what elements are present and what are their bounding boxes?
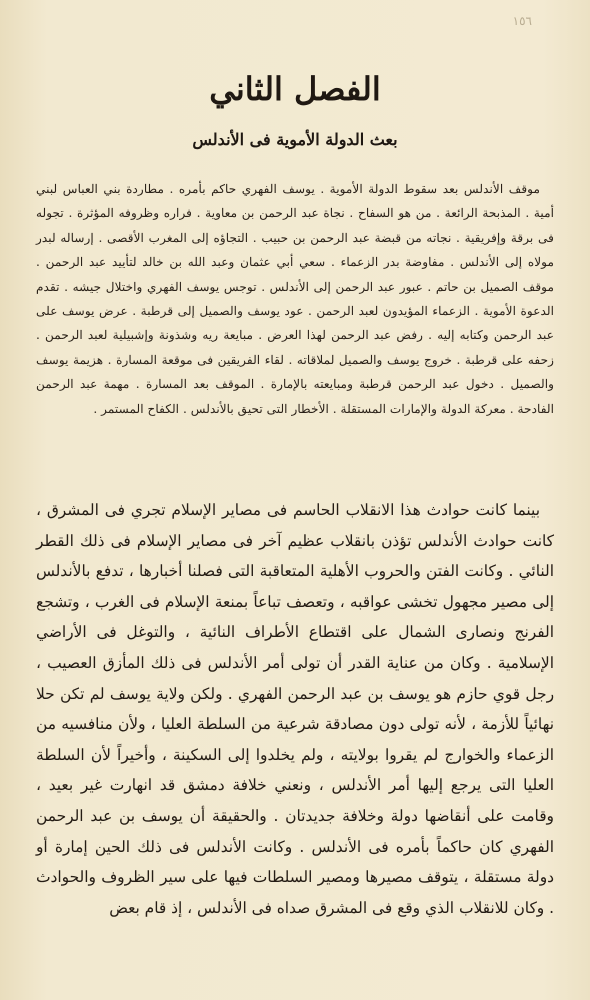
- summary-text: موقف الأندلس بعد سقوط الدولة الأموية . يوسف الفهري حاكم بأمره . مطاردة بني العباس لبني أمية . المذبحة الرائعة . من هو السفاح . نجاة عبد الرحمن بن معاوية . فراره وظروفه المؤثرة . تجوله فى برقة وإفريقية . نجاته من قبضة عبد الرحمن بن حبيب . التجاؤه إلى المغرب الأقصى . إرساله لبدر مولاه إلى الأندلس . مفاوضة بدر الزعماء . سعي أبي عثمان وعبد الله بن خالد لتأييد عبد الرحمن . موقف الصميل بن حاتم . عبور عبد الرحمن إلى الأندلس . توجس يوسف الفهري واختلال جيشه . تقدم الدعوة الأموية . الزعماء المؤيدون لعبد الرحمن . عود يوسف والصميل إلى قرطبة . عرض يوسف على عبد الرحمن وكتابه إليه . رفض عبد الرحمن لهذا العرض . مبايعة ريه وشذونة وإشبيلية لعبد الرحمن . زحفه على قرطبة . خروج يوسف والصميل لملاقاته . لقاء الفريقين فى موقعة المسارة . هزيمة يوسف والصميل . دخول عبد الرحمن قرطبة ومبايعته بالإمارة . الموقف بعد المسارة . مهمة عبد الرحمن الفادحة . معركة الدولة والإمارات المستقلة . الأخطار التى تحيق بالأندلس . الكفاح المستمر .: [36, 182, 554, 416]
- body-text: [36, 495, 554, 923]
- chapter-title: الفصل الثاني: [209, 70, 381, 108]
- body-paragraph: بينما كانت حوادث هذا الانقلاب الحاسم فى مصاير الإسلام تجري فى المشرق ، كانت حوادث الأندلس تؤذن بانقلاب عظيم آخر فى مصاير الإسلام فى ذلك القطر النائي . وكانت الفتن والحروب الأهلية المتعاقبة التى فصلنا أخبارها ، تدفع بالأندلس إلى مصير مجهول تخشى عواقبه ، وتعصف تباعاً بمنعة الإسلام فى الغرب ، وتشجع الفرنج ونصارى الشمال على اقتطاع الأطراف النائية ، والتوغل فى الأراضي الإسلامية . وكان من عناية القدر أن تولى أمر الأندلس فى ذلك المأزق العصيب ، رجل قوي حازم هو يوسف بن عبد الرحمن الفهري . ولكن ولاية يوسف لم تكن حلا نهائياً للأزمة ، لأنه تولى دون مصادقة شرعية من السلطة العليا ، ولأن منافسيه من الزعماء والخوارج لم يقروا بولايته ، ولم يخلدوا إلى السكينة ، وأخيراً لأن السلطة العليا التى يرجع إليها أمر الأندلس ، ونعني خلافة دمشق قد انهارت غير بعيد ، وقامت على أنقاضها دولة وخلافة جديدتان . والحقيقة أن يوسف بن عبد الرحمن الفهري كان حاكماً بأمره فى الأندلس . وكانت الأندلس فى ذلك الحين إمارة أو دولة مستقلة ، يتوقف مصيرها ومصير السلطات فيها على سير الظروف والحوادث . وكان للانقلاب الذي وقع فى المشرق صداه فى الأندلس ، إذ قام بعض: [36, 501, 554, 917]
- chapter-summary: [36, 177, 554, 421]
- page-number: ١٥٦: [512, 14, 532, 28]
- chapter-subtitle: بعث الدولة الأموية فى الأندلس: [192, 130, 398, 149]
